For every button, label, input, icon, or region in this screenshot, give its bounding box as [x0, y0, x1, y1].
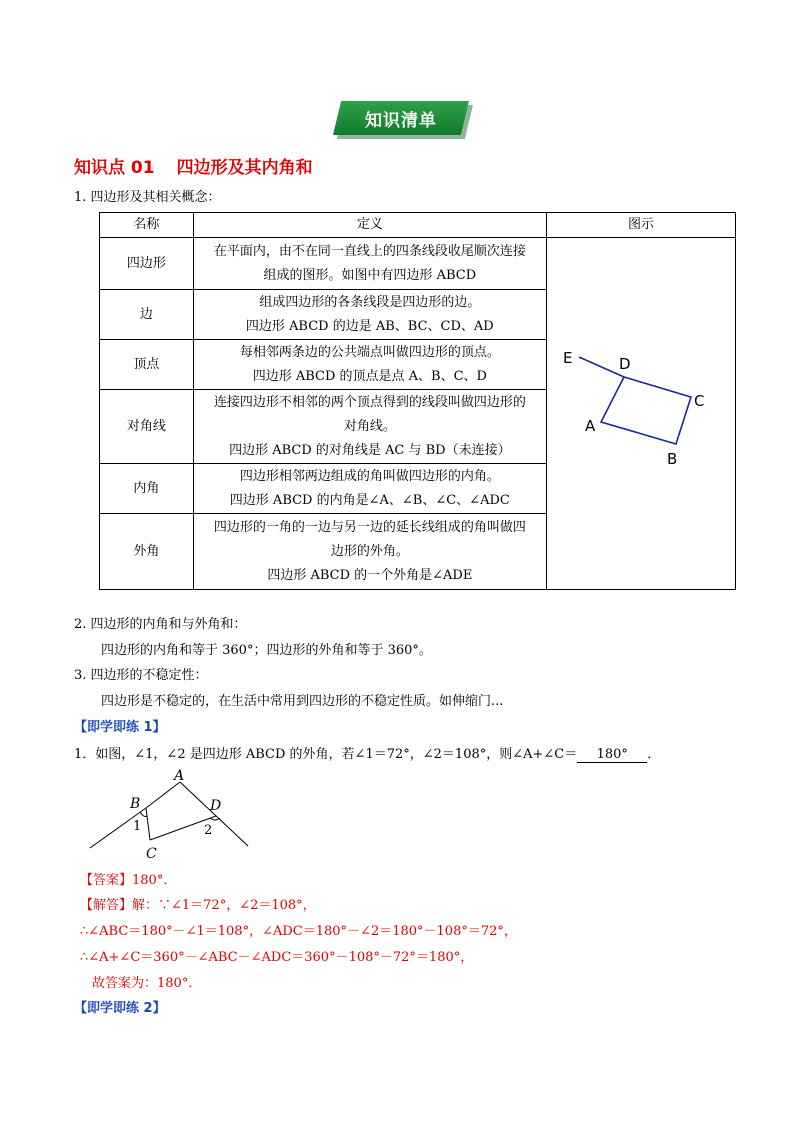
definition-line: 四边形 ABCD 的对角线是 AC 与 BD（未连接） — [229, 442, 511, 458]
item-2-heading: 2. 四边形的内角和与外角和： — [74, 617, 247, 632]
definition-line: 在平面内，由不在同一直线上的四条线段收尾顺次连接 — [213, 243, 526, 259]
label-e: E — [563, 349, 573, 367]
conclusion-line: 故答案为：180°． — [92, 976, 202, 991]
label-d: D — [210, 798, 222, 814]
row-name: 对角线 — [100, 390, 194, 464]
label-c: C — [146, 846, 157, 860]
practice-1-heading: 【即学即练 1】 — [74, 720, 166, 735]
header-diagram: 图示 — [547, 213, 736, 238]
definition-line: 四边形 ABCD 的内角是∠A、∠B、∠C、∠ADC — [229, 492, 510, 508]
label-d: D — [619, 355, 631, 373]
diagram-cell — [547, 238, 736, 590]
question-1-text: 1．如图，∠1，∠2 是四边形 ABCD 的外角，若∠1＝72°，∠2＝108°，则∠A+∠C＝ — [74, 747, 578, 762]
item-3-text: 四边形是不稳定的，在生活中常用到四边形的不稳定性质。如伸缩门... — [101, 694, 504, 709]
question-1-figure — [88, 766, 258, 860]
row-definition — [193, 464, 546, 514]
definition-line: 边形的外角。 — [330, 543, 409, 559]
solution-line: 【解答】解：∵∠1＝72°，∠2＝108°， — [80, 898, 316, 913]
header-name: 名称 — [100, 213, 194, 238]
question-1-suffix: ． — [647, 747, 661, 762]
definition-line: 四边形的一角的一边与另一边的延长线组成的角叫做四 — [213, 519, 526, 535]
concept-table — [99, 212, 736, 590]
side-bc — [146, 808, 150, 840]
question-1 — [74, 743, 660, 763]
angle-1-arc — [140, 812, 147, 817]
practice-2-heading: 【即学即练 2】 — [74, 1001, 166, 1016]
definition-line: 四边形 ABCD 的一个外角是∠ADE — [267, 567, 473, 583]
definition-line: 四边形 ABCD 的边是 AB、BC、CD、AD — [245, 318, 494, 334]
side-ad-extended — [180, 782, 248, 846]
section-banner — [333, 101, 469, 135]
definition-line: 四边形 ABCD 的顶点是点 A、B、C、D — [252, 368, 487, 384]
definition-line: 组成的图形。如图中有四边形 ABCD — [263, 267, 477, 283]
item-2-text: 四边形的内角和等于 360°；四边形的外角和等于 360°。 — [101, 643, 432, 658]
table-row — [100, 238, 736, 290]
quadrilateral-abcd — [601, 377, 691, 444]
solution-line: ∴∠A+∠C＝360°－∠ABC－∠ADC＝360°－108°－72°＝180°， — [80, 950, 474, 965]
label-angle-1: 1 — [133, 819, 142, 834]
question-1-answer-blank: 180° — [577, 747, 647, 763]
row-definition — [193, 340, 546, 390]
quadrilateral-diagram — [551, 339, 731, 479]
label-a: A — [174, 768, 185, 784]
knowledge-point-title — [74, 153, 313, 178]
row-name: 顶点 — [100, 340, 194, 390]
extension-line-de — [579, 357, 624, 377]
row-name: 内角 — [100, 464, 194, 514]
header-definition: 定义 — [193, 213, 546, 238]
label-c: C — [694, 392, 705, 410]
label-b: B — [667, 450, 678, 468]
row-name: 外角 — [100, 514, 194, 590]
definition-line: 组成四边形的各条线段是四边形的边。 — [259, 294, 481, 310]
row-definition — [193, 238, 546, 290]
table-header-row — [100, 213, 736, 238]
definition-line: 对角线。 — [343, 418, 396, 434]
definition-line: 四边形相邻两边组成的角叫做四边形的内角。 — [239, 468, 500, 484]
row-definition — [193, 390, 546, 464]
definition-line: 连接四边形不相邻的两个顶点得到的线段叫做四边形的 — [213, 394, 526, 410]
answer-line: 【答案】180°． — [80, 873, 177, 888]
row-name: 四边形 — [100, 238, 194, 290]
side-ab — [146, 782, 180, 808]
solution-line: ∴∠ABC＝180°－∠1＝108°，∠ADC＝180°－∠2＝180°－108°＝72°， — [80, 924, 517, 939]
knowledge-point-heading: 四边形及其内角和 — [176, 158, 313, 178]
row-definition — [193, 290, 546, 340]
item-1-heading: 1. 四边形及其相关概念： — [74, 190, 221, 205]
knowledge-point-number: 知识点 01 — [74, 158, 155, 178]
row-name: 边 — [100, 290, 194, 340]
definition-line: 每相邻两条边的公共端点叫做四边形的顶点。 — [239, 344, 500, 360]
label-a: A — [585, 417, 596, 435]
item-3-heading: 3. 四边形的不稳定性： — [74, 668, 208, 683]
banner-text: 知识清单 — [365, 110, 437, 131]
row-definition — [193, 514, 546, 590]
label-angle-2: 2 — [204, 823, 213, 838]
label-b: B — [130, 796, 141, 812]
